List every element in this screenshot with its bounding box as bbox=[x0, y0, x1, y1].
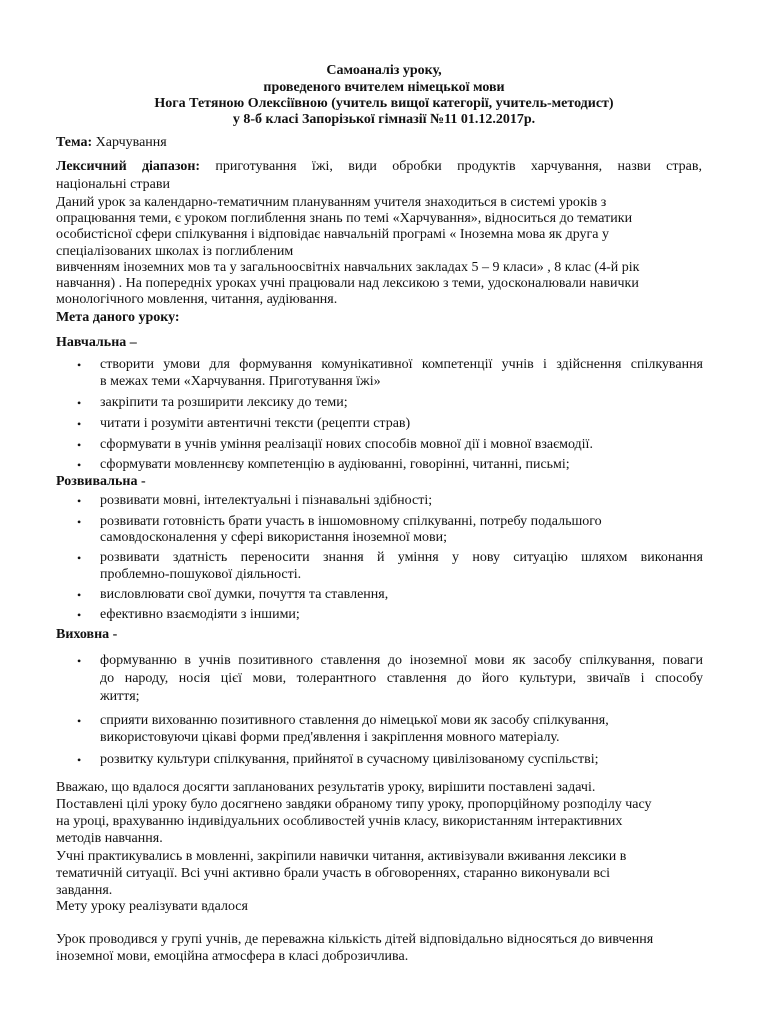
developmental-item-2-line-1: розвивати готовність брати участь в іншомовному спілкуванні, потребу подальшого bbox=[100, 514, 602, 529]
intro-line-7: монологічного мовлення, читання, аудіювання. bbox=[56, 292, 338, 307]
intro-line-2: опрацювання теми, є уроком поглиблення знань по темі «Харчування», відноситься до тематики bbox=[56, 211, 633, 226]
intro-line-3: особистісної сфери спілкування і відповідає навчальній програмі « Іноземна мова як друга у bbox=[56, 227, 609, 242]
conclusion-line-2: Поставлені цілі уроку було досягнено завдяки обраному типу уроку, пропорційному розподілу часу bbox=[56, 797, 652, 812]
educational-item-5: сформувати мовленнєву компетенцію в аудіюванні, говорінні, читанні, письмі; bbox=[100, 457, 570, 472]
title-line-4: у 8-б класі Запорізької гімназії №11 01.12.2017р. bbox=[232, 112, 536, 127]
bullet-icon: • bbox=[77, 396, 82, 410]
title-line-1: Самоаналіз уроку, bbox=[326, 63, 442, 78]
conclusion-line-1: Вважаю, що вдалося досягти запланованих результатів уроку, вирішити поставлені задачі. bbox=[56, 780, 596, 795]
final-line-1: Урок проводився у групі учнів, де переважна кількість дітей відповідально відносяться до вивчення bbox=[56, 932, 654, 947]
developmental-item-2-line-2: самовдосконалення у сфері використання іноземної мови; bbox=[100, 530, 448, 545]
intro-line-6: навчання) . На попередніх уроках учні працювали над лексикою з теми, удосконалювали навички bbox=[56, 276, 639, 291]
bullet-icon: • bbox=[77, 358, 82, 372]
bullet-icon: • bbox=[77, 654, 82, 668]
intro-line-4: спеціалізованих школах із поглибленим bbox=[56, 244, 294, 259]
final-line-2: іноземної мови, емоційна атмосфера в класі доброзичлива. bbox=[56, 949, 409, 964]
developmental-item-1: розвивати мовні, інтелектуальні і пізнавальні здібності; bbox=[100, 493, 433, 508]
educational-item-1-line-1: створити умови для формування комунікативної компетенції учнів і здійснення спілкування bbox=[100, 357, 703, 372]
educational-item-4: сформувати в учнів уміння реалізації нових способів мовної дії і мовної взаємодії. bbox=[100, 437, 593, 452]
topic-label: Тема: bbox=[56, 135, 93, 150]
upbringing-item-1-line-1: формуванню в учнів позитивного ставлення до іноземної мови як засобу спілкування, поваги bbox=[100, 653, 703, 668]
bullet-icon: • bbox=[77, 494, 82, 508]
title-line-2: проведеного вчителем німецької мови bbox=[263, 80, 505, 95]
upbringing-item-3: розвитку культури спілкування, прийнятої в сучасному цивілізованому суспільстві; bbox=[100, 752, 599, 767]
educational-item-3: читати і розуміти автентичні тексти (рецепти страв) bbox=[100, 416, 411, 431]
educational-item-2: закріпити та розширити лексику до теми; bbox=[100, 395, 348, 410]
bullet-icon: • bbox=[77, 588, 82, 602]
topic-line bbox=[56, 134, 167, 151]
bullet-icon: • bbox=[77, 551, 82, 565]
developmental-item-3-line-1: розвивати здатність переносити знання й уміння у нову ситуацію шляхом виконання bbox=[100, 550, 703, 565]
conclusion-line-6: тематичній ситуації. Всі учні активно брали участь в обговореннях, старанно виконували всі bbox=[56, 866, 610, 881]
upbringing-item-2-line-1: сприяти вихованню позитивного ставлення до німецької мови як засобу спілкування, bbox=[100, 713, 609, 728]
bullet-icon: • bbox=[77, 608, 82, 622]
topic-value: Харчування bbox=[95, 135, 167, 150]
educational-item-1-line-2: в межах теми «Харчування. Приготування їжі» bbox=[100, 374, 381, 389]
upbringing-item-1-line-3: життя; bbox=[100, 689, 140, 704]
developmental-heading: Розвивальна - bbox=[56, 474, 146, 489]
upbringing-item-2-line-2: використовуючи цікаві форми пред'явлення і закріплення мовного матеріалу. bbox=[100, 730, 560, 745]
goal-heading: Мета даного уроку: bbox=[56, 310, 180, 325]
intro-line-5: вивченням іноземних мов та у загальноосвітніх навчальних закладах 5 – 9 класи» , 8 клас (4-й рік bbox=[56, 260, 640, 275]
educational-heading: Навчальна – bbox=[56, 335, 137, 350]
conclusion-line-3: на уроці, врахуванню індивідуальних особливостей учнів класу, використанням інтерактивних bbox=[56, 814, 623, 829]
lexical-value-2: національні страви bbox=[56, 177, 170, 192]
lexical-value-1: приготування їжі, види обробки продуктів харчування, назви страв, bbox=[215, 159, 702, 174]
bullet-icon: • bbox=[77, 438, 82, 452]
bullet-icon: • bbox=[77, 753, 82, 767]
conclusion-line-7: завдання. bbox=[56, 883, 113, 898]
developmental-item-4: висловлювати свої думки, почуття та ставлення, bbox=[100, 587, 389, 602]
bullet-icon: • bbox=[77, 417, 82, 431]
developmental-item-5: ефективно взаємодіяти з іншими; bbox=[100, 607, 300, 622]
conclusion-line-4: методів навчання. bbox=[56, 831, 163, 846]
bullet-icon: • bbox=[77, 515, 82, 529]
upbringing-heading: Виховна - bbox=[56, 627, 118, 642]
bullet-icon: • bbox=[77, 714, 82, 728]
intro-line-1: Даний урок за календарно-тематичним плануванням учителя знаходиться в системі уроків з bbox=[56, 195, 607, 210]
developmental-item-3-line-2: проблемно-пошукової діяльності. bbox=[100, 567, 302, 582]
conclusion-line-5: Учні практикувались в мовленні, закріпили навички читання, активізували вживання лексики в bbox=[56, 849, 627, 864]
title-line-3: Нога Тетяною Олексіївною (учитель вищої категорії, учитель-методист) bbox=[154, 96, 614, 111]
upbringing-item-1-line-2: до народу, носія цієї мови, толерантного ставлення до його культури, звичаїв і способу bbox=[100, 671, 703, 686]
bullet-icon: • bbox=[77, 458, 82, 472]
lexical-label: Лексичний діапазон: bbox=[56, 159, 201, 174]
conclusion-line-8: Мету уроку реалізувати вдалося bbox=[56, 899, 248, 914]
lexical-line-1 bbox=[56, 158, 702, 175]
